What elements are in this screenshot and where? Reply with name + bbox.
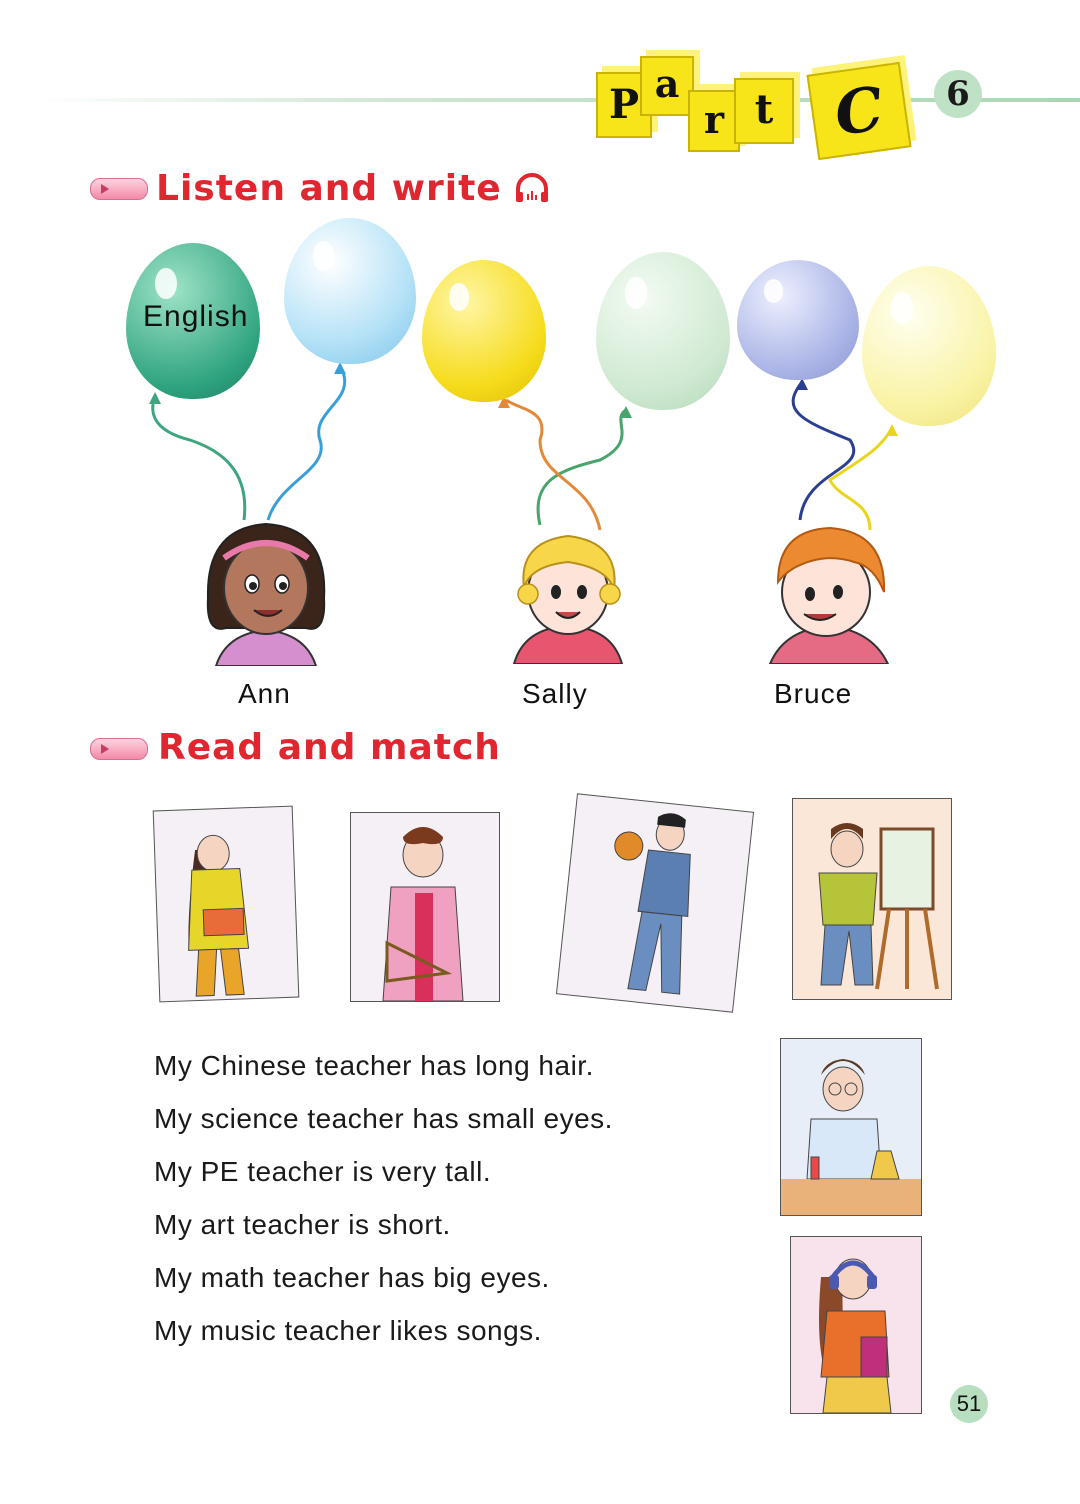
poster-teacher-long-hair [153,806,300,1003]
page-number: 51 [950,1385,988,1423]
sentence-4: My art teacher is short. [154,1209,451,1240]
part-letter-t: t [734,78,794,144]
child-name-ann: Ann [238,678,291,709]
sentence-6: My music teacher likes songs. [154,1315,542,1346]
child-bruce-illustration [764,522,894,664]
part-letter-a: a [640,56,694,116]
part-letter-c: C [806,62,911,160]
balloon-word: English [143,300,249,333]
child-ann-illustration [196,518,336,666]
balloon-periwinkle [737,260,859,380]
section-marker [90,738,148,760]
poster-teacher-music [790,1236,922,1414]
poster-teacher-science [780,1038,922,1216]
child-name-bruce: Bruce [774,678,853,709]
listen-section-title: Listen and write [156,168,502,209]
child-sally-illustration [508,528,628,664]
part-letter-p: P [596,72,652,138]
poster-teacher-basketball [556,793,754,1012]
poster-teacher-art [792,798,952,1000]
read-section-title: Read and match [158,727,501,768]
poster-teacher-pink-jacket [350,812,500,1002]
sentence-2: My science teacher has small eyes. [154,1103,613,1134]
part-letter-r: r [688,90,740,152]
sentence-1: My Chinese teacher has long hair. [154,1050,594,1081]
child-name-sally: Sally [522,678,588,709]
sentence-3: My PE teacher is very tall. [154,1156,492,1187]
sentence-5: My math teacher has big eyes. [154,1262,550,1293]
unit-number-badge: 6 [934,70,982,118]
